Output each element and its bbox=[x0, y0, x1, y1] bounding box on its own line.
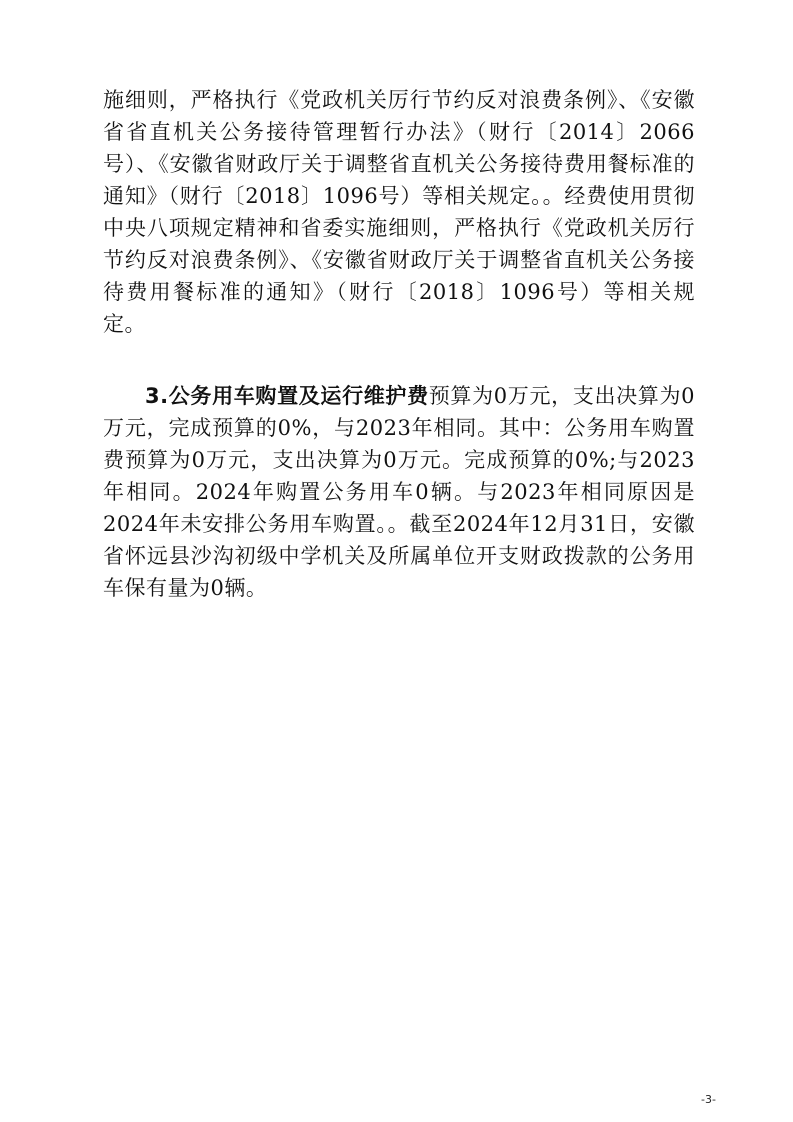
paragraph-vehicle-expenses-body: 预算为0万元，支出决算为0万元，完成预算的0%，与2023年相同。其中：公务用车购置费预算为0万元，支出决算为0万元。完成预算的0%;与2023年相同。2024年购置公务用车0辆。与2023年相同原因是2024年未安排公务用车购置。。截至2024年12月31日，安徽省怀远县沙沟初级中学机关及所属单位开支财政拨款的公务用车保有量为0辆。 bbox=[103, 384, 695, 600]
paragraph-vehicle-expenses bbox=[103, 380, 695, 604]
section-heading-vehicle-expenses: 3.公务用车购置及运行维护费 bbox=[145, 384, 429, 408]
paragraph-reception-rules: 施细则，严格执行《党政机关厉行节约反对浪费条例》、《安徽省省直机关公务接待管理暂行办法》（财行〔2014〕2066号）、《安徽省财政厅关于调整省直机关公务接待费用餐标准的通知》（财行〔2018〕1096号）等相关规定。。经费使用贯彻中央八项规定精神和省委实施细则，严格执行《党政机关厉行节约反对浪费条例》、《安徽省财政厅关于调整省直机关公务接待费用餐标准的通知》（财行〔2018〕1096号）等相关规定。 bbox=[103, 88, 695, 336]
page-number: -3- bbox=[701, 1093, 716, 1106]
